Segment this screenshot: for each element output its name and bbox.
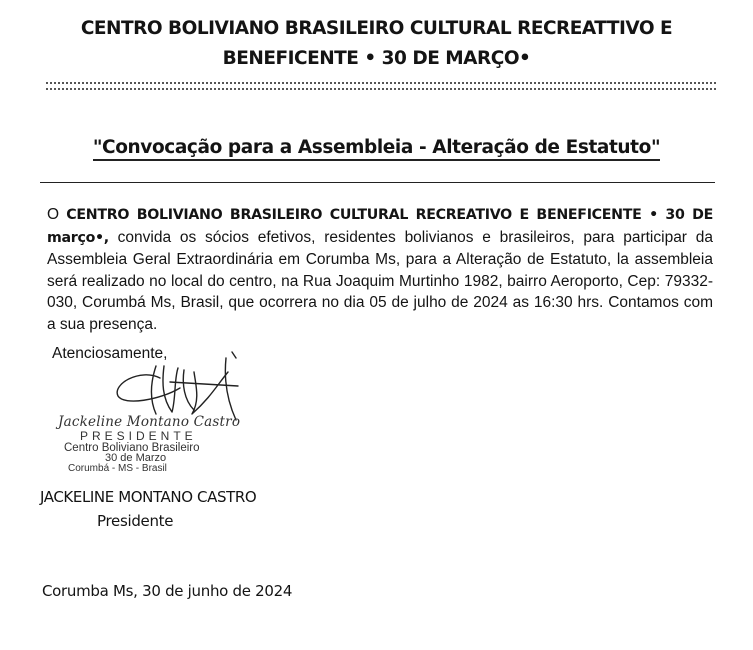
stamp-name: Jackeline Montano Castro <box>58 414 241 430</box>
document-header <box>40 14 713 74</box>
document-title <box>40 137 713 158</box>
body-org-name: CENTRO BOLIVIANO BRASILEIRO CULTURAL RECREATIVO E BENEFICENTE • 30 DE março•, <box>47 207 713 246</box>
title-rule <box>40 182 715 183</box>
stamp-date: 30 de Marzo <box>105 452 167 464</box>
header-line-1: CENTRO BOLIVIANO BRASILEIRO CULTURAL RECREATTIVO E <box>80 18 673 39</box>
signer-role: Presidente <box>97 512 174 530</box>
signer-name: JACKELINE MONTANO CASTRO <box>40 488 257 506</box>
body-intro: O <box>47 206 60 223</box>
document-title-text: "Convocação para a Assembleia - Alteração de Estatuto" <box>93 137 660 161</box>
closing-salutation: Atenciosamente, <box>52 345 168 362</box>
body-paragraph <box>47 204 713 336</box>
stamp-org: Centro Boliviano Brasileiro <box>64 442 200 454</box>
header-line-2: BENEFICENTE • 30 DE MARÇO• <box>222 48 531 69</box>
stamp-place: Corumbá - MS - Brasil <box>68 463 167 474</box>
signature-icon <box>100 348 260 424</box>
stamp-role: PRESIDENTE <box>80 429 197 443</box>
dotted-separator <box>46 82 716 90</box>
official-stamp <box>58 414 278 474</box>
document-date: Corumba Ms, 30 de junho de 2024 <box>42 582 293 600</box>
body-text: convida os sócios efetivos, residentes bolivianos e brasileiros, para participar da Assembleia Geral Extraordinária em Corumba Ms, para a Alteração de Estatuto, la assembleia será realizado no local do centro, na Rua Joaquim Murtinho 1982, bairro Aeroporto, Cep: 79332-030, Corumbá Ms, Brasil, que ocorrera no dia 05 de julho de 2024 as 16:30 hrs. Contamos com a sua presença. <box>47 228 713 333</box>
